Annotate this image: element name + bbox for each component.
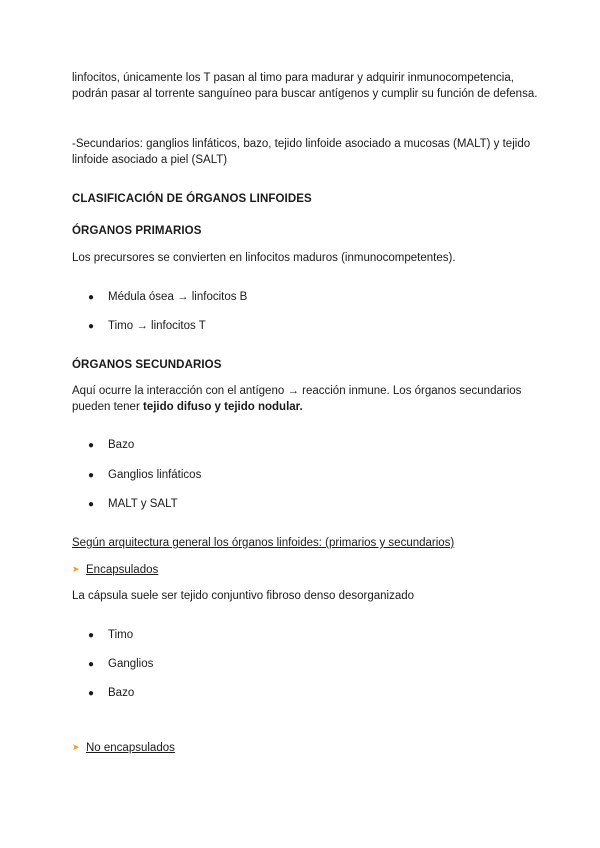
list-item xyxy=(88,467,201,484)
primarios-heading: ÓRGANOS PRIMARIOS xyxy=(72,225,202,237)
list-item xyxy=(88,496,178,513)
list-item xyxy=(88,318,206,335)
primarios-text: Los precursores se convierten en linfocitos maduros (inmunocompetentes). xyxy=(72,252,456,264)
secundarios-heading: ÓRGANOS SECUNDARIOS xyxy=(72,359,222,371)
secundarios-text-line-2 xyxy=(72,399,303,416)
arquitectura-heading: Según arquitectura general los órganos linfoides: (primarios y secundarios) xyxy=(72,537,455,549)
list-item-label: Ganglios xyxy=(108,658,154,670)
list-item-label: Médula ósea → linfocitos B xyxy=(108,291,248,303)
list-item-label: Bazo xyxy=(108,439,135,451)
orange-arrow-icon: ➤ xyxy=(72,564,80,574)
encapsulados-text: La cápsula suele ser tejido conjuntivo fibroso denso desorganizado xyxy=(72,590,415,602)
no-encapsulados-label: No encapsulados xyxy=(86,742,175,754)
orange-arrow-icon: ➤ xyxy=(72,742,80,752)
secundarios-text-bold: tejido difuso y tejido nodular. xyxy=(142,401,303,413)
list-item xyxy=(88,627,133,644)
list-item-label: MALT y SALT xyxy=(108,498,178,510)
list-item xyxy=(88,437,134,454)
intro-line-2: podrán pasar al torrente sanguíneo para buscar antígenos y cumplir su función de defensa. xyxy=(72,88,538,100)
secundarios-intro-line-2: linfoide asociado a piel (SALT) xyxy=(72,154,228,166)
list-item xyxy=(88,656,153,673)
bullet-icon: ● xyxy=(88,688,95,699)
bullet-icon: ● xyxy=(88,630,95,641)
secundarios-intro-line-1: -Secundarios: ganglios linfáticos, bazo, tejido linfoide asociado a mucosas (MALT) y tejido xyxy=(72,138,531,150)
intro-line-1: linfocitos, únicamente los T pasan al timo para madurar y adquirir inmunocompetencia, xyxy=(72,72,514,84)
list-item-label: Timo → linfocitos T xyxy=(108,320,206,332)
encapsulados-item xyxy=(72,561,158,579)
list-item-label: Timo xyxy=(108,629,134,641)
list-item-label: Ganglios linfáticos xyxy=(108,469,202,481)
secundarios-text-line-1: Aquí ocurre la interacción con el antígeno → reacción inmune. Los órganos secundarios xyxy=(72,385,522,397)
list-item xyxy=(88,289,247,306)
bullet-icon: ● xyxy=(88,321,95,332)
list-item xyxy=(88,685,134,702)
no-encapsulados-item xyxy=(72,739,175,757)
bullet-icon: ● xyxy=(88,440,95,451)
bullet-icon: ● xyxy=(88,470,95,481)
clasificacion-heading: CLASIFICACIÓN DE ÓRGANOS LINFOIDES xyxy=(72,193,312,205)
bullet-icon: ● xyxy=(88,499,95,510)
list-item-label: Bazo xyxy=(108,687,135,699)
bullet-icon: ● xyxy=(88,292,95,303)
bullet-icon: ● xyxy=(88,659,95,670)
secundarios-text-plain: pueden tener xyxy=(72,401,143,413)
encapsulados-label: Encapsulados xyxy=(86,564,159,576)
